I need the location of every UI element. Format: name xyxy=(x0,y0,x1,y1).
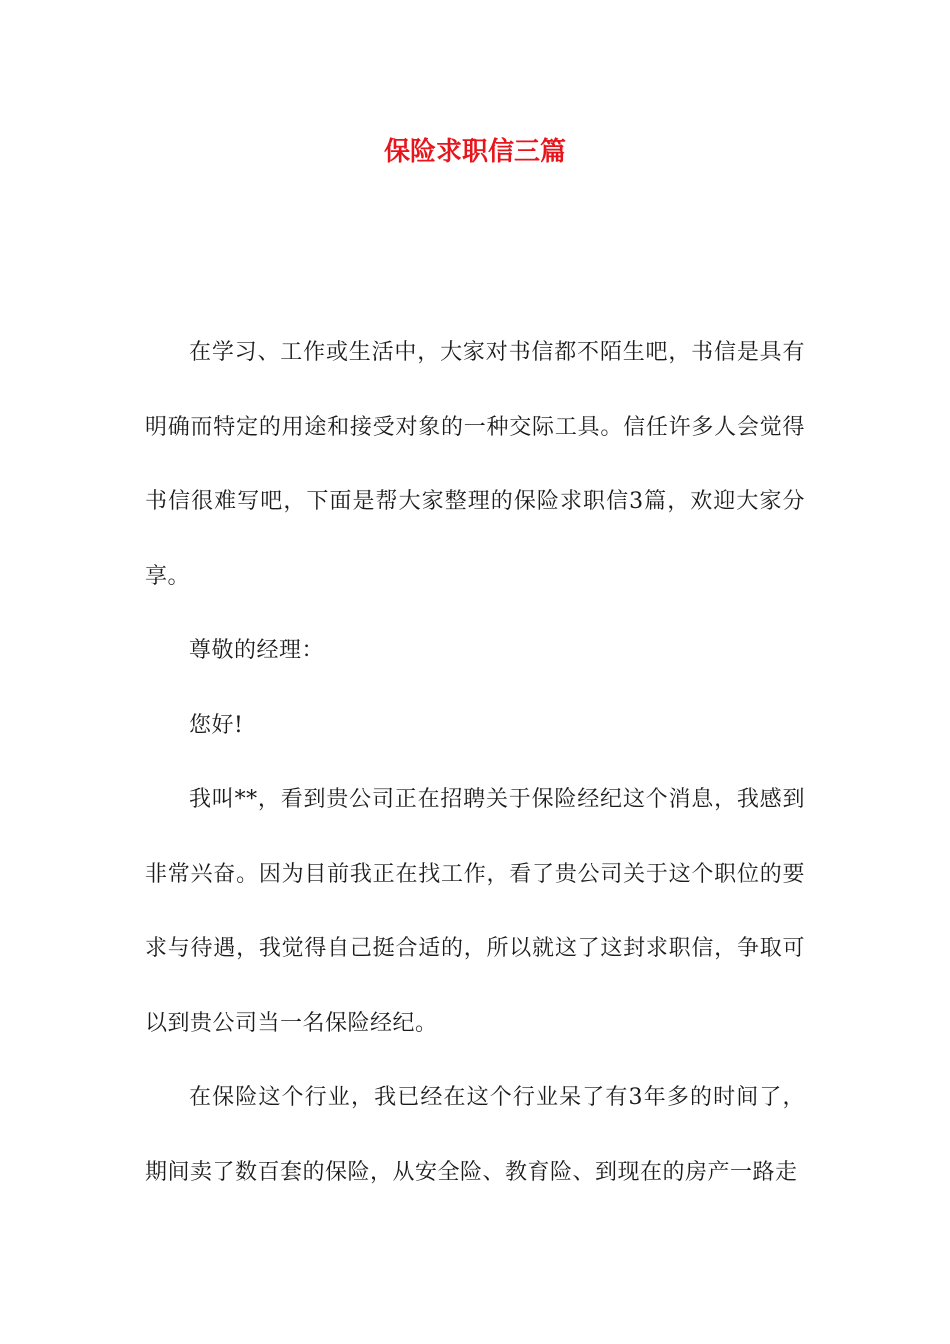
paragraph-salutation: 尊敬的经理： xyxy=(189,638,325,663)
paragraph-intro: 在学习、工作或生活中，大家对书信都不陌生吧，书信是具有明确而特定的用途和接受对象的一种交际工具。信任许多人会觉得书信很难写吧，下面是帮大家整理的保险求职信3篇，欢迎大家分享。 xyxy=(145,340,805,589)
paragraph-greeting: 您好! xyxy=(189,712,244,738)
paragraph-experience: 在保险这个行业，我已经在这个行业呆了有3年多的时间了，期间卖了数百套的保险，从安全险、教育险、到现在的房产一路走 xyxy=(145,1085,805,1185)
document-body xyxy=(145,316,805,1210)
paragraph-introduction: 我叫**，看到贵公司正在招聘关于保险经纪这个消息，我感到非常兴奋。因为目前我正在找工作，看了贵公司关于这个职位的要求与待遇，我觉得自己挺合适的，所以就这了这封求职信，争取可以到贵公司当一名保险经纪。 xyxy=(145,787,805,1036)
document-title: 保险求职信三篇 xyxy=(383,137,566,167)
